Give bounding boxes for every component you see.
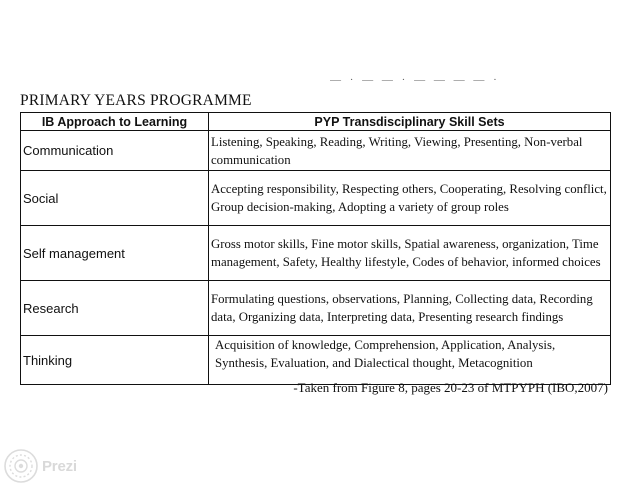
skills-cell: Accepting responsibility, Respecting others, Cooperating, Resolving conflict, Group decision-making, Adopting a variety of group roles xyxy=(209,171,611,226)
column-header: PYP Transdisciplinary Skill Sets xyxy=(209,113,611,131)
skills-cell: Gross motor skills, Fine motor skills, Spatial awareness, organization, Time management, Safety, Healthy lifestyle, Codes of behavior, informed choices xyxy=(209,226,611,281)
table-row xyxy=(21,171,611,226)
prezi-logo-text: Prezi xyxy=(42,457,77,475)
table-row xyxy=(21,226,611,281)
table-row xyxy=(21,336,611,385)
page-title: PRIMARY YEARS PROGRAMME xyxy=(20,92,252,109)
skills-cell: Listening, Speaking, Reading, Writing, Viewing, Presenting, Non-verbal communication xyxy=(209,131,611,171)
approach-cell: Self management xyxy=(21,226,209,281)
skills-table xyxy=(20,112,611,385)
table-row xyxy=(21,131,611,171)
skills-cell: Formulating questions, observations, Planning, Collecting data, Recording data, Organizing data, Interpreting data, Presenting research findings xyxy=(209,281,611,336)
approach-cell: Research xyxy=(21,281,209,336)
approach-cell: Thinking xyxy=(21,336,209,385)
column-header: IB Approach to Learning xyxy=(21,113,209,131)
prezi-watermark xyxy=(3,448,77,484)
approach-cell: Social xyxy=(21,171,209,226)
citation: -Taken from Figure 8, pages 20-23 of MTPYPH (IBO,2007) xyxy=(293,380,608,395)
table-row xyxy=(21,281,611,336)
approach-cell: Communication xyxy=(21,131,209,171)
skills-cell: Acquisition of knowledge, Comprehension, Application, Analysis, Synthesis, Evaluation, and Dialectical thought, Metacognition xyxy=(209,336,611,385)
table-header-row xyxy=(21,113,611,131)
prezi-logo-icon xyxy=(3,448,39,484)
cropped-text-fragment: — · — — · — — — — · xyxy=(330,74,500,86)
